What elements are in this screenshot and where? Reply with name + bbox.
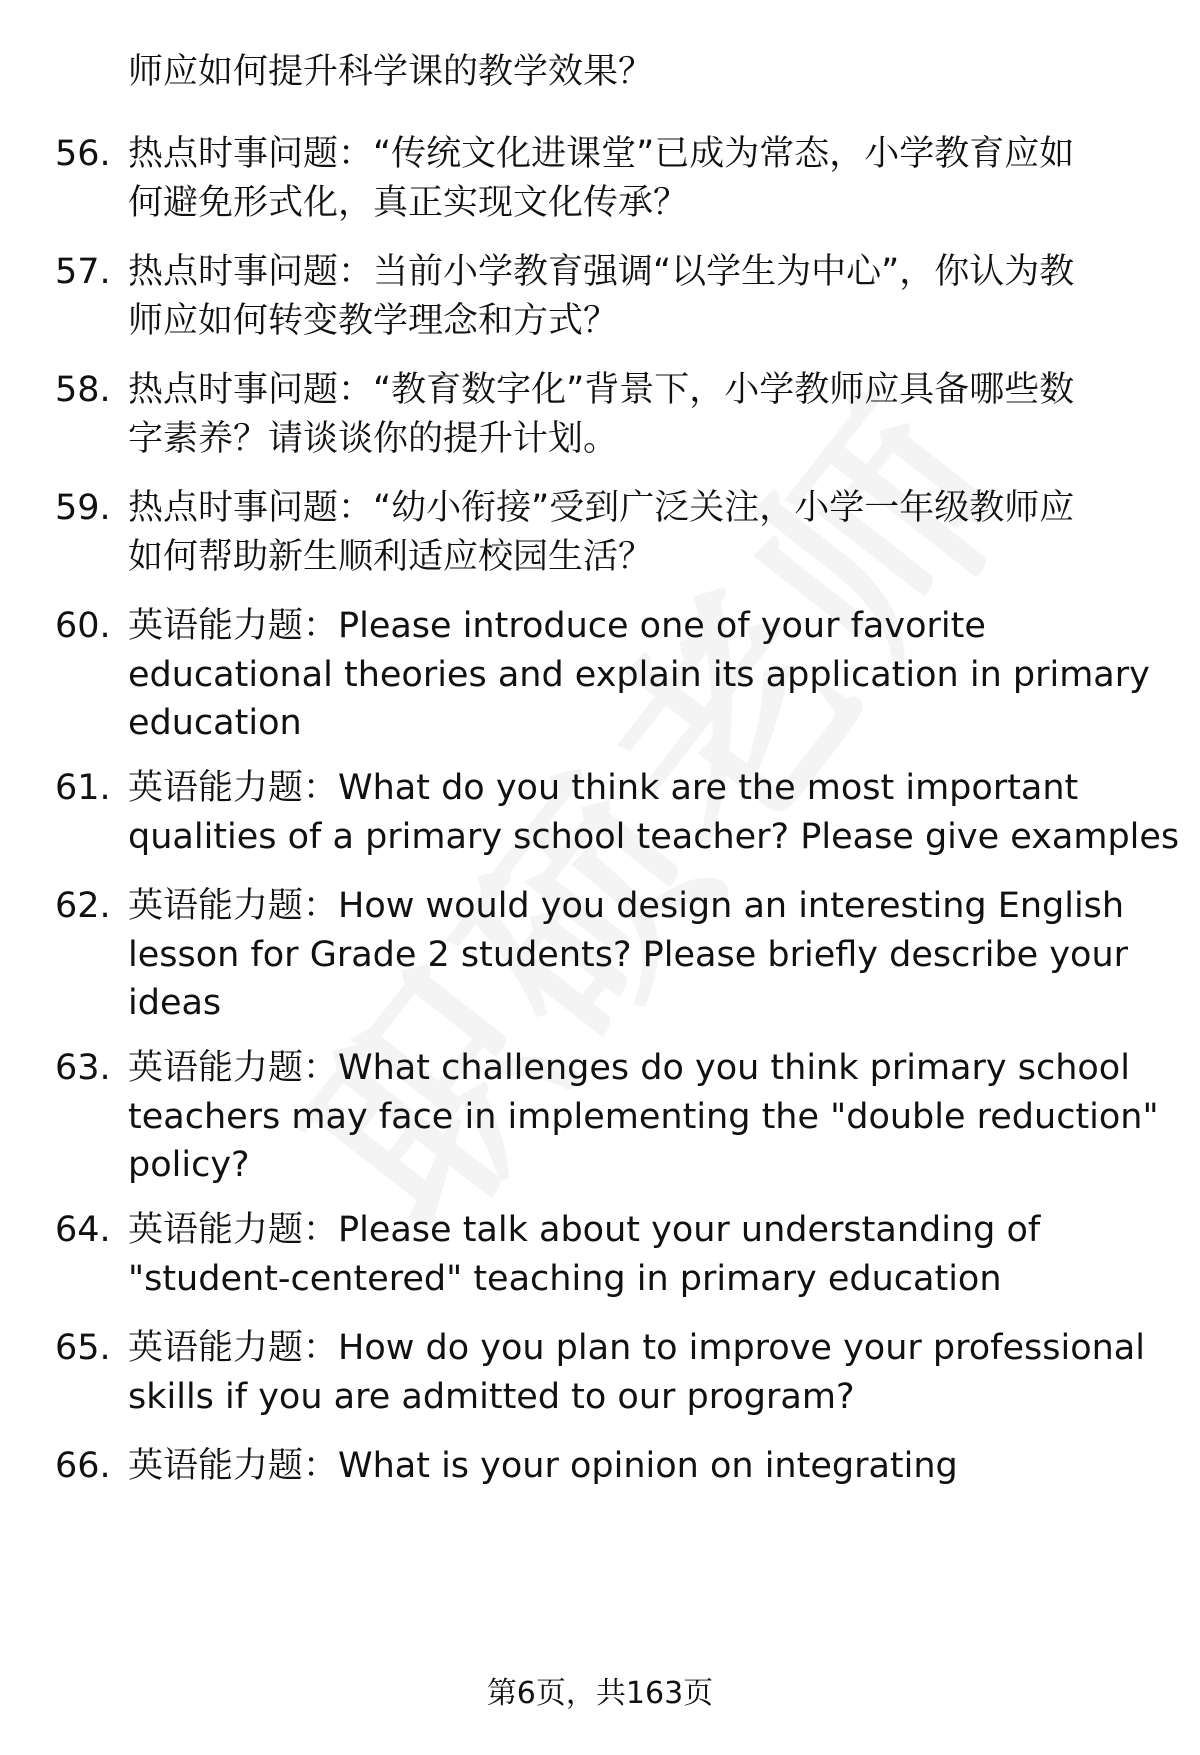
question-number: 64. [55,1210,111,1250]
question-line: 何避免形式化，真正实现文化传承？ [128,182,689,223]
question-line: 如何帮助新生顺利适应校园生活？ [128,536,654,577]
question-line: 英语能力题：What do you think are the most important [128,768,1079,808]
question-line: teachers may face in implementing the "double reduction" [128,1096,1159,1137]
question-line: 英语能力题：Please introduce one of your favorite [128,606,986,646]
question-line: qualities of a primary school teacher? Please give examples [128,816,1180,857]
question-text [128,1206,1153,1303]
question-line: 师应如何提升科学课的教学效果？ [128,52,654,92]
question-line: 英语能力题：What is your opinion on integrating [128,1446,958,1486]
question-text [128,1442,1153,1491]
question-number: 63. [55,1048,111,1088]
question-line: 字素养？请谈谈你的提升计划。 [128,418,619,459]
question-number: 66. [55,1446,111,1486]
question-text [128,882,1153,1028]
question-line: ideas [128,983,222,1023]
question-text [128,1324,1153,1421]
question-text [128,1044,1159,1190]
question-text [128,130,1153,227]
question-text [128,366,1153,463]
question-number: 61. [55,768,111,808]
question-number: 58. [55,370,111,410]
question-text [128,248,1153,345]
question-line: policy? [128,1145,250,1185]
question-line: educational theories and explain its application in primary [128,654,1150,695]
question-line: 热点时事问题：“幼小衔接”受到广泛关注，小学一年级教师应 [128,488,1075,528]
question-line: 热点时事问题：“教育数字化”背景下，小学教师应具备哪些数 [128,370,1075,410]
question-text [128,602,1153,748]
question-text [128,764,1180,861]
question-line: 英语能力题：How would you design an interesting English [128,886,1125,926]
question-line: 师应如何转变教学理念和方式？ [128,300,619,341]
question-line: 热点时事问题：“传统文化进课堂”已成为常态，小学教育应如 [128,134,1075,174]
question-number: 60. [55,606,111,646]
question-text [128,484,1153,581]
question-number: 56. [55,134,111,174]
question-line: 英语能力题：What challenges do you think primary school [128,1048,1130,1088]
page-footer: 第6页，共163页 [486,1676,714,1711]
question-number: 59. [55,488,111,528]
question-text [128,48,1153,97]
question-line: lesson for Grade 2 students? Please briefly describe your [128,934,1129,975]
question-number: 62. [55,886,111,926]
question-line: 热点时事问题：当前小学教育强调“以学生为中心”，你认为教 [128,252,1075,292]
question-number: 65. [55,1328,111,1368]
question-line: education [128,703,302,743]
question-number: 57. [55,252,111,292]
question-line: 英语能力题：How do you plan to improve your professional [128,1328,1145,1368]
question-line: "student-centered" teaching in primary education [128,1258,1002,1299]
question-line: skills if you are admitted to our program? [128,1376,855,1417]
question-line: 英语能力题：Please talk about your understanding of [128,1210,1041,1250]
